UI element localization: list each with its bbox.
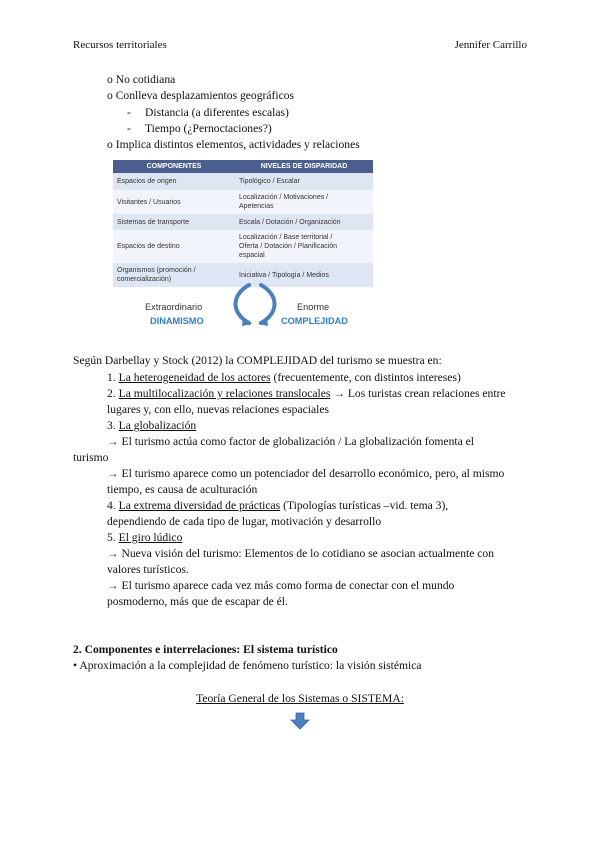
table-cell-line: Iniciativa / Tipología / Medios	[239, 271, 329, 279]
curved-arrows-diagram	[225, 281, 285, 327]
table-cell	[235, 230, 373, 263]
down-arrow-icon	[290, 712, 310, 730]
theory-title: Teoría General de los Sistemas o SISTEMA:	[196, 692, 404, 705]
point-text: (Tipologías turísticas –vid. tema 3),	[283, 499, 449, 512]
point-text-line: → El turismo actúa como factor de globalización / La globalización fomenta el	[107, 435, 474, 448]
point-number: 2.	[107, 387, 116, 400]
table-cell-line: espacial	[239, 252, 265, 259]
sub-list-marker: -	[127, 106, 131, 119]
list-item	[107, 138, 360, 151]
list-item	[107, 89, 294, 102]
sub-list-marker: -	[127, 122, 131, 135]
section-heading: 2. Componentes e interrelaciones: El sistema turístico	[73, 643, 338, 656]
table-cell: Sistemas de transporte	[113, 214, 235, 230]
section-bullet: • Aproximación a la complejidad de fenómeno turístico: la visión sistémica	[73, 659, 422, 672]
table-header: COMPONENTES	[113, 160, 235, 173]
point-number: 5.	[107, 531, 116, 544]
table-header: NIVELES DE DISPARIDAD	[235, 160, 373, 173]
list-text: Conlleva desplazamientos geográficos	[115, 89, 295, 102]
diagram-left-bold: DINAMISMO	[150, 316, 204, 326]
point-1	[107, 371, 461, 384]
list-item	[107, 73, 175, 86]
point-4	[107, 499, 448, 512]
point-text-line: valores turísticos.	[107, 563, 189, 576]
point-text-line: lugares y, con ello, nuevas relaciones espaciales	[107, 403, 330, 416]
point-text-line: turismo	[73, 451, 109, 464]
header-left: Recursos territoriales	[73, 39, 167, 51]
point-3	[107, 419, 196, 432]
point-2	[107, 387, 506, 400]
table-cell	[235, 214, 373, 230]
table-cell: Organismos (promoción / comercialización)	[113, 263, 235, 287]
table-cell	[235, 190, 373, 214]
table-cell: Visitantes / Usuarios	[113, 190, 235, 214]
left-arrowhead	[242, 317, 252, 326]
point-5	[107, 531, 182, 544]
table-cell-line: Oferta / Dotación / Planificación	[239, 243, 338, 250]
point-text-line: dependiendo de cada tipo de lugar, motivación y desarrollo	[107, 515, 382, 528]
point-text-line: → Nueva visión del turismo: Elementos de lo cotidiano se asocian actualmente con	[107, 547, 494, 560]
point-title: La heterogeneidad de los actores	[118, 371, 271, 384]
diagram-right-bold: COMPLEJIDAD	[281, 316, 348, 326]
list-text: No cotidiana	[115, 73, 176, 86]
point-number: 1.	[107, 371, 116, 384]
table-cell	[235, 173, 373, 190]
table-row	[113, 214, 373, 230]
point-text-line: → El turismo aparece como un potenciador del desarrollo económico, pero, al mismo	[107, 467, 505, 480]
table-cell-line: Localización / Motivaciones /	[239, 194, 329, 201]
point-number: 4.	[107, 499, 116, 512]
header-right: Jennifer Carrillo	[454, 39, 527, 51]
right-curved-arrow	[261, 285, 275, 323]
point-title: La globalización	[118, 419, 197, 432]
diagram-left-label: Extraordinario	[145, 302, 203, 312]
point-number: 3.	[107, 419, 116, 432]
sub-list-text: Distancia (a diferentes escalas)	[145, 106, 289, 119]
list-marker: o	[107, 89, 113, 102]
sub-list-text: Tiempo (¿Pernoctaciones?)	[145, 122, 272, 135]
point-title: El giro lúdico	[118, 531, 183, 544]
table-cell: Espacios de destino	[113, 230, 235, 263]
table-row	[113, 230, 373, 263]
table-cell-line: Localización / Base territorial /	[239, 234, 333, 241]
list-marker: o	[107, 73, 113, 86]
components-table	[113, 160, 373, 287]
list-text: Implica distintos elementos, actividades y relaciones	[115, 138, 360, 151]
point-text: → Los turistas crean relaciones entre	[333, 387, 506, 400]
table-row	[113, 173, 373, 190]
table-row	[113, 190, 373, 214]
point-text: (frecuentemente, con distintos intereses)	[273, 371, 461, 384]
table-cell: Espacios de origen	[113, 173, 235, 190]
left-curved-arrow	[236, 285, 250, 323]
point-text-line: posmoderno, más que de escapar de él.	[107, 595, 288, 608]
intro-text: Según Darbellay y Stock (2012) la COMPLEJIDAD del turismo se muestra en:	[73, 354, 442, 367]
table-cell-line: Tipológico / Escalar	[239, 178, 300, 185]
point-text-line: tiempo, es causa de aculturación	[107, 483, 258, 496]
diagram-right-label: Enorme	[297, 302, 330, 312]
point-title: La extrema diversidad de prácticas	[118, 499, 281, 512]
table-cell-line: Apetencias	[239, 203, 274, 210]
list-marker: o	[107, 138, 113, 151]
right-arrowhead	[258, 317, 268, 326]
point-title: La multilocalización y relaciones translocales	[118, 387, 331, 400]
point-text-line: → El turismo aparece cada vez más como forma de conectar con el mundo	[107, 579, 455, 592]
table-cell-line: Escala / Dotación / Organización	[239, 218, 341, 226]
